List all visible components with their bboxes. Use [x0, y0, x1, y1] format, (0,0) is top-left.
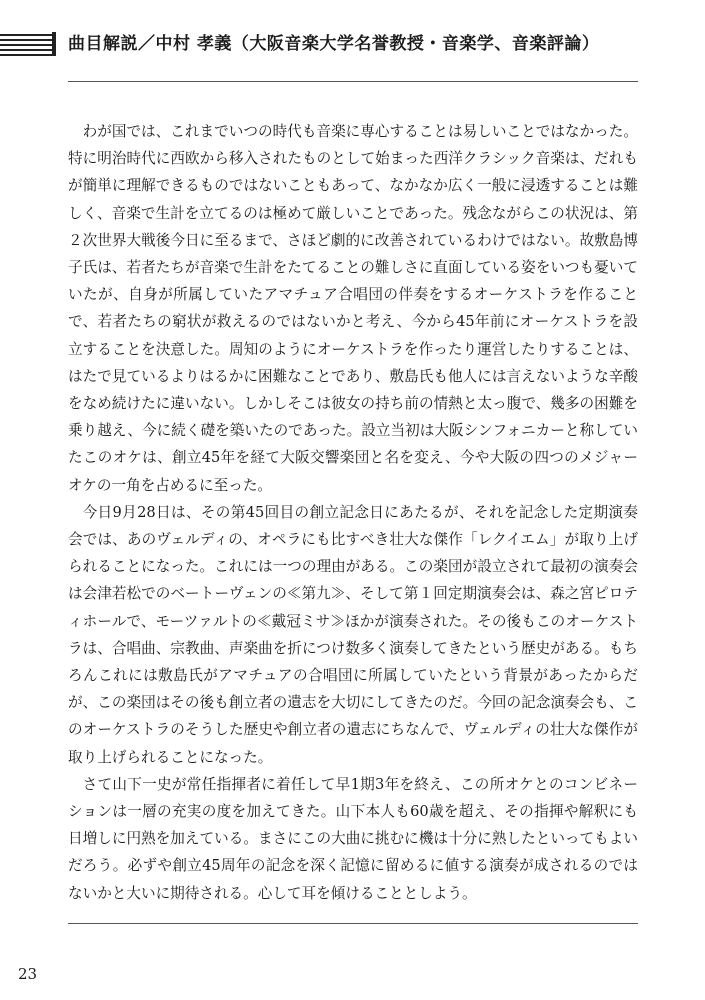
header-bar-vertical	[52, 32, 56, 56]
paragraph: さて山下一史が常任指揮者に着任して早1期3年を終え、この所オケとのコンビネーションは一層の充実の度を加えてきた。山下本人も60歳を超え、その指揮や解釈にも日増しに円熟を加えている。まさにこの大曲に挑むに機は十分に熟したといってもよいだろう。必ずや創立45周年の記念を深く記憶に留めるに値する演奏が成されるのではないかと大いに期待される。心して耳を傾けることとしよう。	[68, 775, 638, 902]
top-divider	[68, 81, 638, 82]
paragraph: 今日9月28日は、その第45回目の創立記念日にあたるが、それを記念した定期演奏会では、あのヴェルディの、オペラにも比すべき壮大な傑作「レクイエム」が取り上げられることになった。これには一つの理由がある。この楽団が設立されて最初の演奏会は会津若松でのベートーヴェンの≪第九≫、そして第１回定期演奏会は、森之宮ピロティホールで、モーツァルトの≪戴冠ミサ≫ほかが演奏された。その後もこのオーケストラは、合唱曲、宗教曲、声楽曲を折につけ数多く演奏してきたという歴史がある。もちろんこれには敷島氏がアマチュアの合唱団に所属していたという背景があったからだが、この楽団はその後も創立者の遺志を大切にしてきたのだ。今回の記念演奏会も、このオーケストラのそうした歴史や創立者の遺志にちなんで、ヴェルディの壮大な傑作が取り上げられることになった。	[68, 503, 638, 766]
header-bar-line	[0, 44, 52, 46]
header-bar-line	[0, 39, 52, 41]
header-decoration-bars	[0, 32, 52, 56]
header-bar-line	[0, 54, 52, 56]
bottom-divider	[68, 923, 638, 924]
page-title: 曲目解説／中村 孝義（大阪音楽大学名誉教授・音楽学、音楽評論）	[68, 34, 600, 54]
header-bar-line	[0, 49, 52, 51]
paragraph: わが国では、これまでいつの時代も音楽に専心することは易しいことではなかった。特に明治時代に西欧から移入されたものとして始まった西洋クラシック音楽は、だれもが簡単に理解できるものではないこともあって、なかなか広く一般に浸透することは難しく、音楽で生計を立てるのは極めて厳しいことであった。残念ながらこの状況は、第２次世界大戦後今日に至るまで、さほど劇的に改善されているわけではない。故敷島博子氏は、若者たちが音楽で生計をたてることの難しさに直面している姿をいつも憂いていたが、自身が所属していたアマチュア合唱団の伴奏をするオーケストラを作ることで、若者たちの窮状が救えるのではないかと考え、今から45年前にオーケストラを設立することを決意した。周知のようにオーケストラを作ったり運営したりすることは、はたで見ているよりはるかに困難なことであり、敷島氏も他人には言えないような辛酸をなめ続けたに違いない。しかしそこは彼女の持ち前の情熱と太っ腹で、幾多の困難を乗り越え、今に続く礎を築いたのであった。設立当初は大阪シンフォニカーと称していたこのオケは、創立45年を経て大阪交響楽団と名を変え、今や大阪の四つのメジャーオケの一角を占めるに至った。	[68, 123, 638, 494]
header-bar-line	[0, 34, 52, 36]
article-body	[68, 118, 638, 907]
page-number: 23	[18, 965, 38, 983]
